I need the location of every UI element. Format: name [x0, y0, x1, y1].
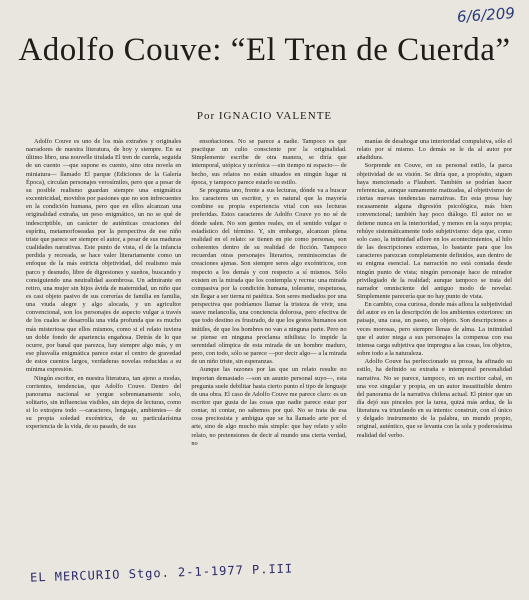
article-body: [26, 138, 512, 552]
paragraph: Aunque las razones por las que un relato resulte no importan demasiado —son un asunto personal suyo—, esta pregunta suele debilitar hasta cierto punto el tipo de lenguaje de una obra. El caso de Adolfo Couve me parece claro: es un escritor que gusta de las cosas que nadie parece estar por contar, ni contar, no sabemos por qué. No se trata de esa cosa preciosista y ambigua que se ha llamado arte por el arte, sino de algo mucho más simple: que hay relato y sólo relato, no pretensiones de decir al mundo una cierta verdad, no: [191, 366, 347, 447]
paragraph: Se pregunta uno, frente a sus lecturas, dónde va a buscar los caracteres un escritor, y es natural que la mayoría combine su propia experiencia vital con sus lecturas preferidas. Estos caracteres de Adolfo Couve yo no sé de dónde salen. No son gentes reales, en el sentido vulgar o estadístico del término. Y, sin embargo, alcanzan plena realidad en el relato: se tienen en pie como personas, son coherentes dentro de su realidad de ficción. Tampoco recuerdan otras personajes literarios, reminiscencias de creaciones ajenas. Son siempre seres algo excéntricos, con respecto a los demás y con respecto a sí mismos. Sólo existen en la mirada que los contempla y recrea: una mirada compasiva por la condición humana, tolerante, respetuosa, sin llegar a ser tierna ni patética. Son seres mediados por una perspectiva que podríamos llamar la tristeza de vivir, una suave melancolía, una conciencia dolorosa, pero efectiva de que todo destino es frustrado, de que los gestos humanos son inútiles, de que los hombres no van a ninguna parte. Pero no se piense en ninguna proclama nihilista: lo impide la serenidad olímpica de esta mirada de un hombre maduro, pero, con todo, sólo se parece —por decir algo— a la mirada de un niño triste, sin esperanzas.: [191, 186, 347, 366]
article-byline: Por IGNACIO VALENTE: [196, 110, 333, 122]
article-column-2: [191, 138, 346, 552]
paragraph: manías de desahogar una interioridad compulsiva, sólo el relato por sí mismo. Lo demás se le da al autor por añadidura.: [356, 138, 512, 162]
article-column-1: [26, 138, 181, 552]
paragraph: Adolfo Couve ha perfeccionado su prosa, ha afinado su estilo, ha definido su extraña e intemporal personalidad narrativa. No se parece, tampoco, en un escritor cabal, en una voz singular y propia, en un autor insustituible dentro del panorama de la narrativa chilena actual. El pintor que un día dejó sus pinceles por la tarea, quizá más ardua, de la literatura va triunfando en su intento: construir, con el único y delgado instrumento de la palabra, un mundo propio, original, auténtico, que se levanta con la sola y poderosísima realidad del verbo.: [356, 358, 512, 439]
paragraph: Sorprende en Couve, en su personal estilo, la parca objetividad de su visión. Se diría que, a propósito, siguen haya mencionado a Flaubert. También se podrían hacer referencias, aunque sumamente matizadas, al objetivismo de ciertas nuevas tendencias narrativas. En esta prosa hay escasamente alguna digresión psicológica, más bien convencional; también hay poco diálogo. El autor no se detiene nunca en la interioridad, y menos en la suya propia; rehúye sistemáticamente todo subjetivismo: deja que, como solo caso, la intimidad aflore en los acontecimientos, al hilo de las descripciones externas, lo bastante para que los caracteres parezcan completamente definidos, aun dentro de su enigma esencial. La narración no está contada desde ningún punto de vista; ningún personaje hace de mirador privilegiado de la realidad; aunque tampoco se trata del narrador omnisciente del antiguo modo de novelar. Simplemente parecería que no hay punto de vista.: [356, 162, 512, 300]
handwritten-annotation: 6/6/209: [456, 4, 516, 26]
paragraph: Adolfo Couve es uno de los más extraños y originales narradores de nuestra literatura, de hoy y siempre. En su último libro, una nouvelle titulada El tren de cuerda, seguida de un cuento —que supone es cuento, sino otra novela en miniatura— llamado El parque (Ediciones de la Galería Época), circulan personajes verosímiles, pero que a pesar de su posible realismo guardan siempre una enigmática excentricidad, movidos por pasiones que no son infrecuentes en la condición humana, pero que en ellos alcanzan una originalidad extraña, un peso enigmático, un no se qué de indescriptible, un carácter de auténticas creaciones del espíritu, metamorfoseadas por la perspectiva de ese niño triste que parece ser siempre el autor, a pesar de sus maduras cualidades narrativas. Este punto de vista, el de la infancia perdida y recreada, se hace valer literariamente como un enfoque de la más estricta objetividad, del realismo más parco y desnudo, libre de digresiones y sueños, buscando y consiguiendo una neutralidad asombrosa. Un admirante en retiro, una mujer sin hijos ávida de maternidad, un niño que es casi objeto pasivo de sus correrías de familia en familia, una viuda alegre y algo alocada, y un agricultor convencional, son los personajes de aspecto vulgar a través de los cuales se desarrolla una vida profunda que es mucho más misteriosa que ellos mismos, como si el relato tuviera un doble fondo de apariencia engañosa. Detrás de lo que ocurre, por banal que parezca, hay siempre algo más, y en ese plusvalía enigmática parece estar el centro de gravedad de estos cuentos largos, verdaderas novelas reducidas a su mínima expresión.: [26, 138, 182, 374]
source-stamp: EL MERCURIO Stgo. 2-1-1977 P.III: [29, 561, 294, 585]
paragraph: Ningún escritor, en nuestra literatura, tan ajeno a modas, corrientes, tendencias, que Adolfo Couve. Dentro del panorama nacional se yergue sobremanamente solo, solitario, sin influencias visibles, sin dejos de lecturas, como si lo extrajera todo —caracteres, lenguaje, ambientes— de su propia soledad excéntrica, de su particularísima experiencia de la vida, de su pasado, de sus: [26, 374, 182, 431]
paragraph: ensoñaciones. No se parece a nadie. Tampoco es que practique un culto consciente por la originalidad. Simplemente escribe de otra manera, se diría que intemporal, utópica y ucrónica —sin tiempo ni espacio— de hecho, sus relatos no están situados en ningún lugar ni época, y tampoco parece estarlo su estilo.: [191, 138, 347, 186]
article-column-3: [357, 138, 512, 552]
paragraph: En cambio, cosa curiosa, donde más aflora la subjetividad del autor es en la descripción de los ambientes exteriores: un paisaje, una casa, un paseo, un objeto. Son descripciones a veces morosas, pero siempre llenas de alma. La intimidad que el autor niega a sus personajes la compensa con esa intensa carga subjetiva que impregna a las cosas, los objetos, sobre todo a la naturaleza.: [356, 301, 512, 358]
article-title: Adolfo Couve: “El Tren de Cuerda”: [18, 32, 511, 68]
